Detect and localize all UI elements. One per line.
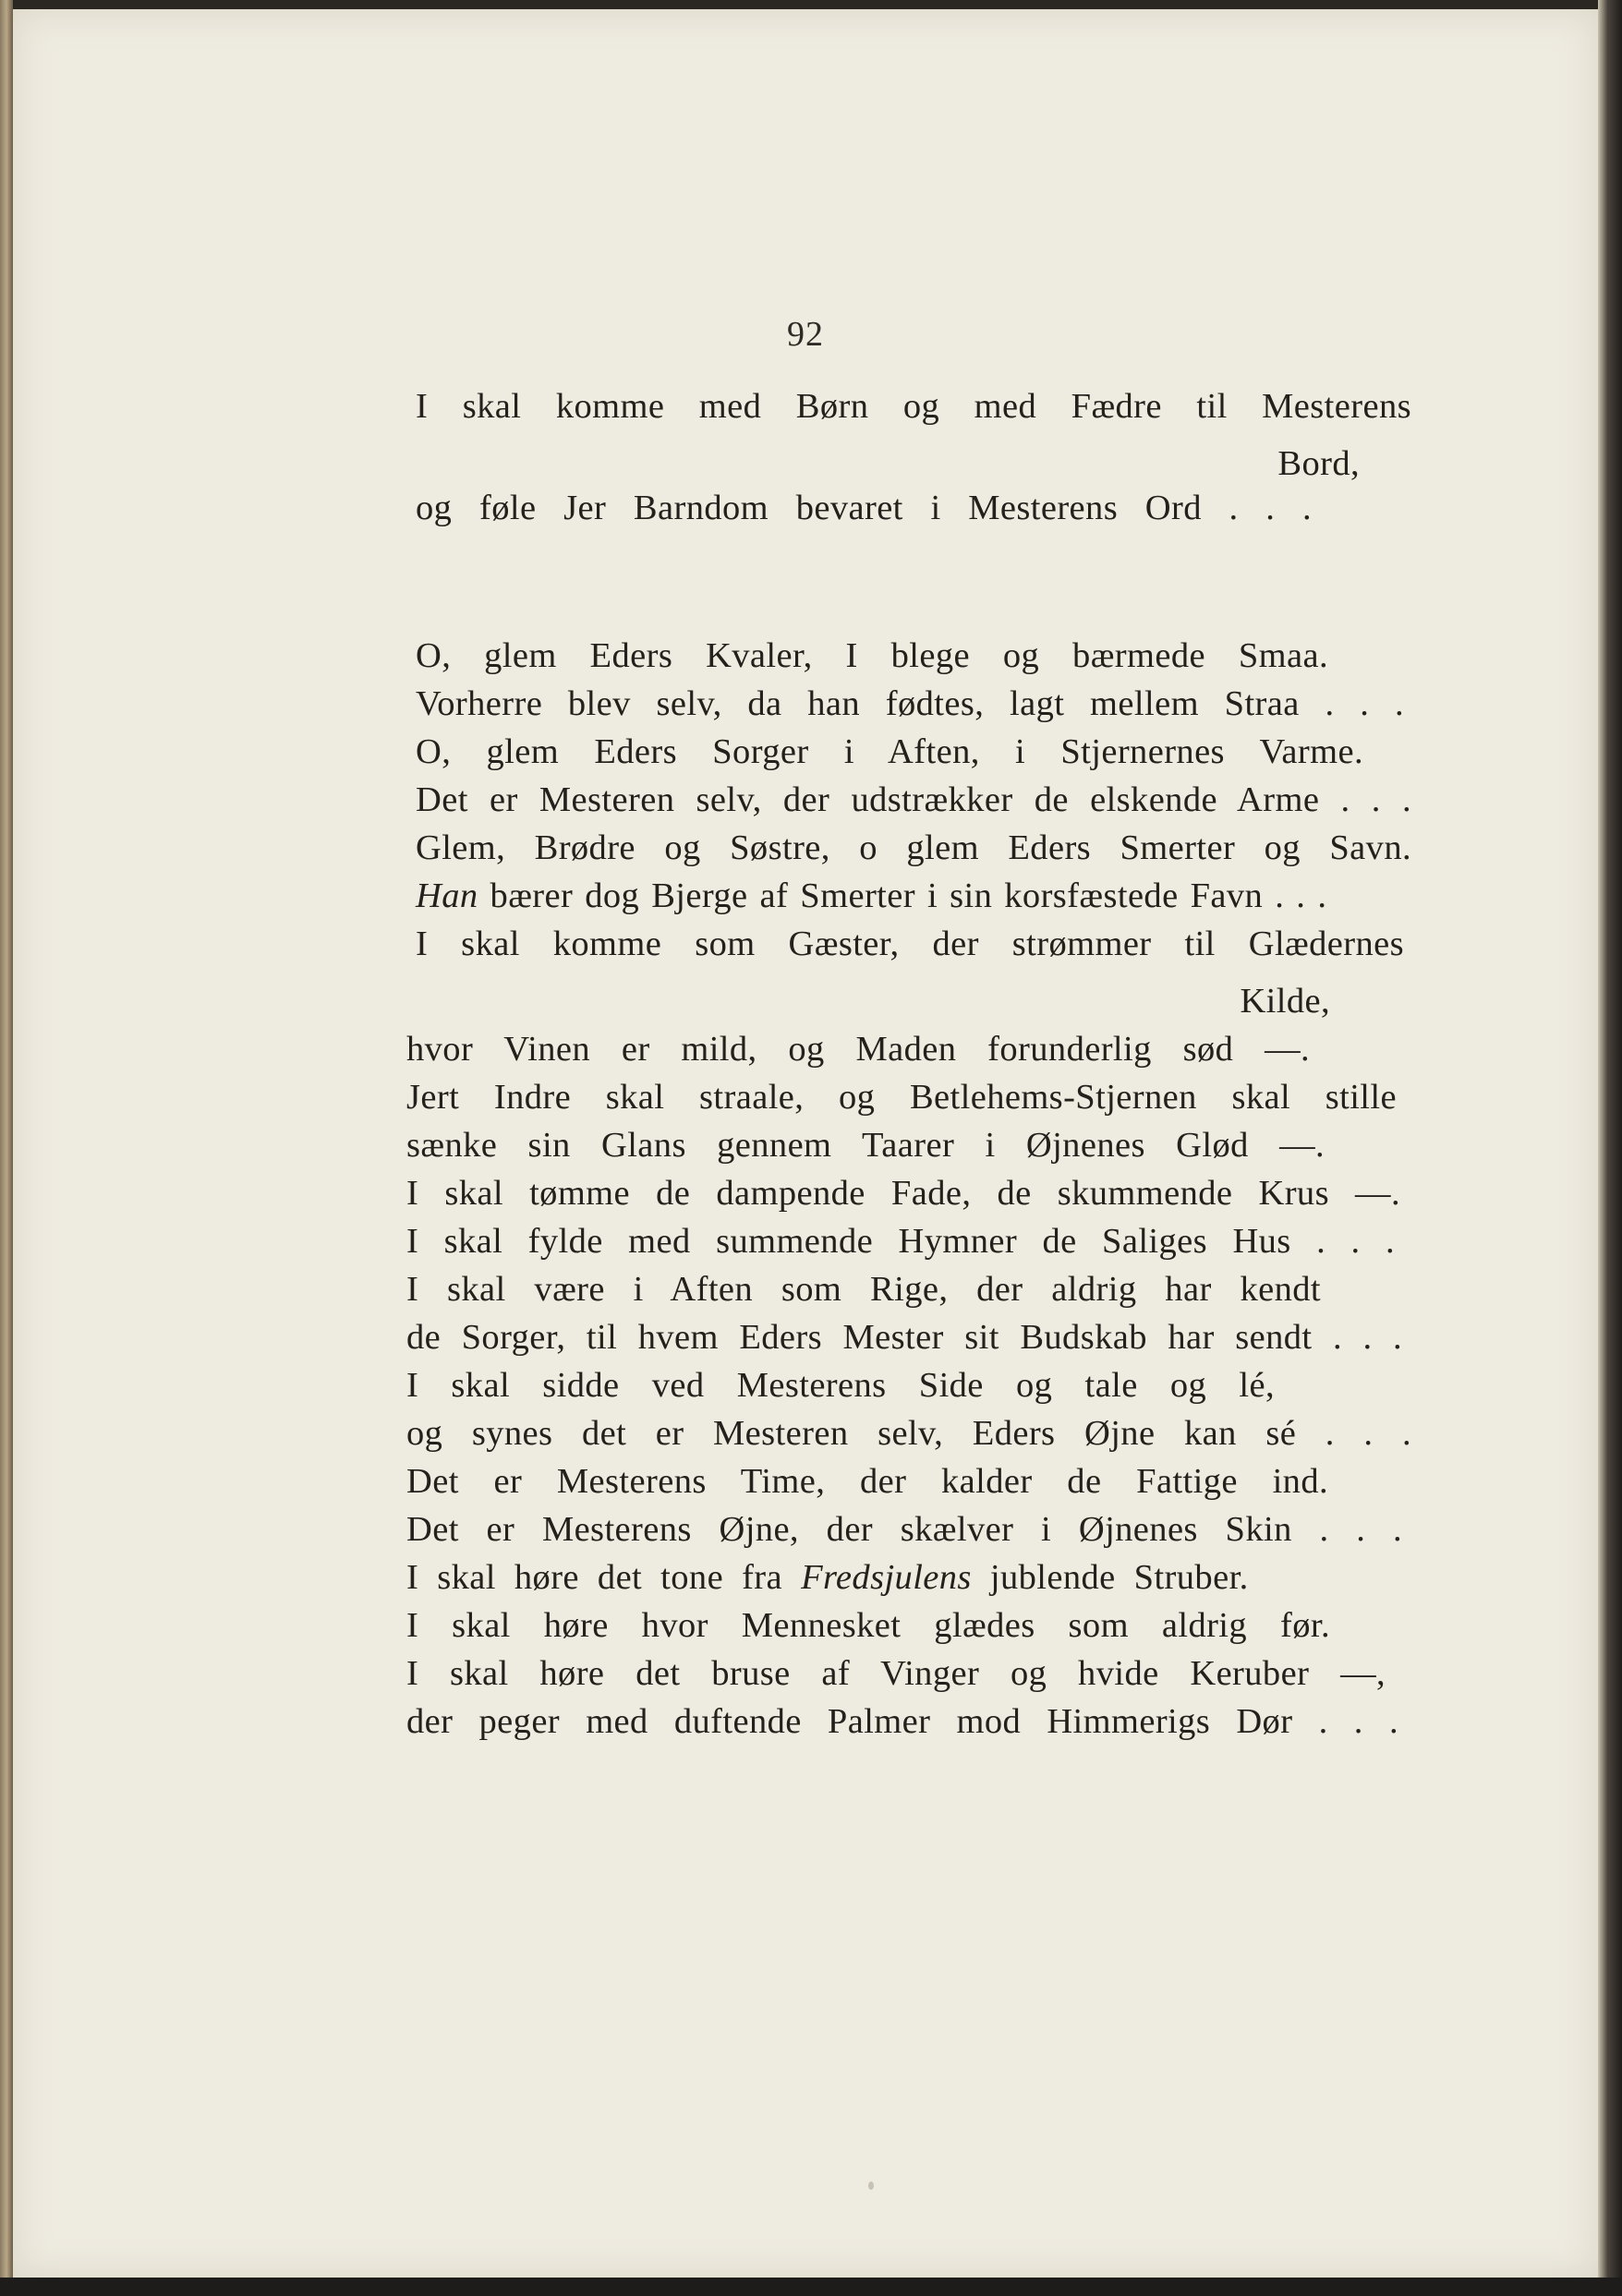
left-page-edge: [0, 0, 13, 2296]
verse-line: Det er Mesteren selv, der udstrækker de elskende Arme . . .: [416, 780, 1411, 819]
verse-line: I skal komme som Gæster, der strømmer til Glædernes: [416, 924, 1404, 963]
verse-line: I skal høre hvor Mennesket glædes som aldrig før.: [406, 1606, 1330, 1645]
verse-line: I skal være i Aften som Rige, der aldrig har kendt: [406, 1270, 1321, 1309]
book-page: [13, 9, 1598, 2278]
verse-line: I skal komme med Børn og med Fædre til Mesterens: [416, 387, 1411, 426]
verse-line: I skal tømme de dampende Fade, de skummende Krus —.: [406, 1174, 1400, 1213]
verse-line: Vorherre blev selv, da han fødtes, lagt mellem Straa . . .: [416, 684, 1404, 723]
verse-line: O, glem Eders Sorger i Aften, i Stjernernes Varme.: [416, 732, 1363, 771]
right-page-edge: [1598, 0, 1622, 2296]
verse-line: og føle Jer Barndom bevaret i Mesterens Ord . . .: [416, 489, 1312, 527]
bottom-page-edge: [0, 2278, 1622, 2296]
paper-speck: [868, 2181, 874, 2190]
italic-word: Fredsjulens: [801, 1558, 972, 1597]
page-number: 92: [787, 315, 824, 354]
verse-line: og synes det er Mesteren selv, Eders Øjne kan sé . . .: [406, 1414, 1411, 1453]
verse-line: sænke sin Glans gennem Taarer i Øjnenes Glød —.: [406, 1126, 1325, 1165]
verse-line: Det er Mesterens Øjne, der skælver i Øjnenes Skin . . .: [406, 1510, 1402, 1549]
verse-line: O, glem Eders Kvaler, I blege og bærmede Smaa.: [416, 636, 1328, 675]
verse-line-text: bærer dog Bjerge af Smerter i sin korsfæstede Favn . . .: [490, 876, 1327, 915]
verse-line-text: jublende Struber.: [989, 1558, 1249, 1597]
verse-line: der peger med duftende Palmer mod Himmerigs Dør . . .: [406, 1702, 1398, 1741]
verse-line-text: I skal høre det tone fra: [406, 1558, 783, 1597]
italic-word: Han: [416, 876, 478, 915]
verse-line-continuation: Kilde,: [1240, 982, 1330, 1021]
verse-line: I skal høre det bruse af Vinger og hvide Keruber —,: [406, 1654, 1386, 1693]
verse-line: [416, 876, 1326, 916]
verse-line: Det er Mesterens Time, der kalder de Fattige ind.: [406, 1462, 1328, 1501]
verse-line-continuation: Bord,: [1277, 444, 1360, 483]
verse-line: hvor Vinen er mild, og Maden forunderlig sød —.: [406, 1030, 1310, 1069]
verse-line: [406, 1557, 1249, 1598]
verse-line: Glem, Brødre og Søstre, o glem Eders Smerter og Savn.: [416, 828, 1411, 867]
verse-line: de Sorger, til hvem Eders Mester sit Budskab har sendt . . .: [406, 1318, 1402, 1357]
verse-line: Jert Indre skal straale, og Betlehems-Stjernen skal stille: [406, 1078, 1397, 1117]
verse-line: I skal sidde ved Mesterens Side og tale og lé,: [406, 1366, 1275, 1405]
verse-line: I skal fylde med summende Hymner de Saliges Hus . . .: [406, 1222, 1395, 1261]
